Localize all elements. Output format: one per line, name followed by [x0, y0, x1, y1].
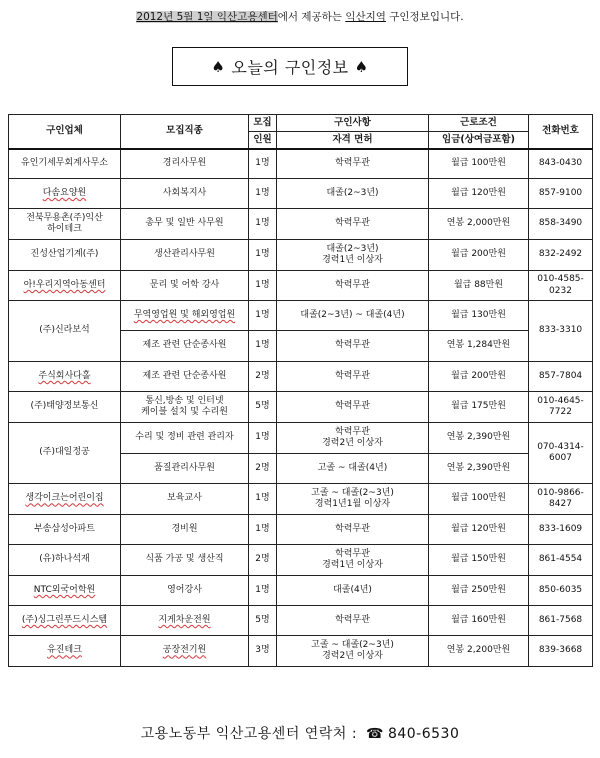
intro-mid: 에서 제공하는	[277, 11, 346, 23]
requirement-cell	[277, 636, 429, 667]
phone-cell: 843-0430	[529, 149, 593, 179]
count-cell: 3명	[249, 636, 277, 667]
requirement-cell	[277, 484, 429, 515]
requirement-line1: 학력무관	[335, 426, 370, 437]
wage-cell: 월급 130만원	[429, 301, 529, 331]
job-cell: 보육교사	[121, 484, 249, 515]
wage-cell: 월급 150만원	[429, 545, 529, 576]
company-cell: (주)태양정보통신	[9, 392, 121, 423]
job-line2: 케이블 설치 및 수리원	[141, 407, 228, 417]
footer-text: 고용노동부 익산고용센터 연락처 :	[140, 726, 362, 742]
header-count-top: 모집	[249, 115, 277, 132]
wage-cell: 월급 200만원	[429, 362, 529, 392]
count-cell: 5명	[249, 606, 277, 636]
requirement-cell: 학력무관	[277, 149, 429, 179]
company-name: 다솜요양원	[42, 187, 87, 198]
header-cond-top: 근로조건	[429, 115, 529, 132]
job-cell: 영어강사	[121, 576, 249, 606]
job-cell: 사회복지사	[121, 179, 249, 209]
wage-cell: 월급 100만원	[429, 484, 529, 515]
count-cell: 1명	[249, 576, 277, 606]
requirement-cell	[277, 545, 429, 576]
company-cell	[9, 271, 121, 301]
count-cell: 1명	[249, 331, 277, 362]
requirement-line2: 경력2년 이상자	[322, 438, 383, 448]
table-row	[9, 606, 593, 636]
company-cell: 유인기세무회계사무소	[9, 149, 121, 179]
requirement-cell: 학력무관	[277, 362, 429, 392]
company-name-line1: 전북무용촌(주)익산	[26, 212, 103, 223]
count-cell: 5명	[249, 392, 277, 423]
job-name: 지게차운전원	[158, 614, 211, 625]
job-cell	[121, 392, 249, 423]
table-row	[9, 271, 593, 301]
wage-cell: 월급 88만원	[429, 271, 529, 301]
job-cell: 경비원	[121, 515, 249, 545]
wage-cell: 월급 160만원	[429, 606, 529, 636]
job-cell: 제조 관련 단순종사원	[121, 362, 249, 392]
requirement-cell: 학력무관	[277, 515, 429, 545]
header-job: 모집직종	[121, 115, 249, 149]
count-cell: 1명	[249, 423, 277, 454]
company-name: 아!우리지역아동센터	[23, 279, 106, 290]
job-cell: 식품 가공 및 생산직	[121, 545, 249, 576]
wage-cell: 월급 120만원	[429, 179, 529, 209]
company-name-line2: 하이테크	[47, 224, 82, 234]
phone-cell: 850-6035	[529, 576, 593, 606]
phone-cell: 010-9866-8427	[529, 484, 593, 515]
company-name: NTC외국어학원	[33, 584, 96, 595]
phone-cell: 857-9100	[529, 179, 593, 209]
requirement-cell: 학력무관	[277, 271, 429, 301]
count-cell: 1명	[249, 484, 277, 515]
wage-cell: 월급 250만원	[429, 576, 529, 606]
table-row	[9, 392, 593, 423]
table-row	[9, 179, 593, 209]
phone-cell: 832-2492	[529, 240, 593, 271]
job-name: 공장전기원	[162, 645, 207, 656]
spade-icon-right: ♠	[354, 57, 369, 76]
requirement-cell: 학력무관	[277, 392, 429, 423]
header-company: 구인업체	[9, 115, 121, 149]
requirement-line1: 고졸 ~ 대졸(2~3년)	[311, 487, 394, 498]
requirement-line2: 경력2년 이상자	[322, 651, 383, 661]
job-cell: 품질관리사무원	[121, 454, 249, 484]
table-row	[9, 423, 593, 454]
company-cell: 부송삼성아파트	[9, 515, 121, 545]
company-cell: (유)하나석재	[9, 545, 121, 576]
count-cell: 2명	[249, 454, 277, 484]
phone-cell: 839-3668	[529, 636, 593, 667]
count-cell: 1명	[249, 149, 277, 179]
requirement-line2: 경력1년 이상자	[322, 255, 383, 265]
wage-cell: 연봉 2,390만원	[429, 423, 529, 454]
count-cell: 1명	[249, 209, 277, 240]
job-cell: 문리 및 어학 강사	[121, 271, 249, 301]
page-title-box	[172, 47, 408, 86]
requirement-cell: 학력무관	[277, 209, 429, 240]
table-row	[9, 545, 593, 576]
job-cell: 제조 관련 단순종사원	[121, 331, 249, 362]
table-row	[9, 576, 593, 606]
table-row	[9, 301, 593, 331]
table-row	[9, 484, 593, 515]
job-table	[8, 114, 593, 667]
table-row	[9, 209, 593, 240]
requirement-cell	[277, 240, 429, 271]
company-cell	[9, 576, 121, 606]
intro-line	[0, 9, 600, 24]
footer-contact	[0, 723, 600, 743]
company-cell	[9, 209, 121, 240]
phone-cell: 070-4314-6007	[529, 423, 593, 484]
wage-cell: 연봉 1,284만원	[429, 331, 529, 362]
phone-cell: 861-4554	[529, 545, 593, 576]
wage-cell: 연봉 2,390만원	[429, 454, 529, 484]
phone-cell: 857-7804	[529, 362, 593, 392]
company-cell	[9, 362, 121, 392]
requirement-cell: 학력무관	[277, 331, 429, 362]
header-req-bottom: 자격 면허	[277, 132, 429, 149]
footer-phone: 840-6530	[387, 726, 460, 742]
phone-cell: 861-7568	[529, 606, 593, 636]
phone-cell: 833-1609	[529, 515, 593, 545]
count-cell: 1명	[249, 271, 277, 301]
count-cell: 1명	[249, 301, 277, 331]
job-cell	[121, 636, 249, 667]
phone-cell: 858-3490	[529, 209, 593, 240]
job-cell: 생산관리사무원	[121, 240, 249, 271]
company-name: 생각이크는어린이집	[25, 493, 104, 504]
phone-cell: 010-4585-0232	[529, 271, 593, 301]
requirement-cell: 대졸(4년)	[277, 576, 429, 606]
count-cell: 2명	[249, 545, 277, 576]
header-phone: 전화번호	[529, 115, 593, 149]
requirement-line1: 고졸 ~ 대졸(2~3년)	[311, 639, 394, 650]
wage-cell: 월급 200만원	[429, 240, 529, 271]
wage-cell: 연봉 2,200만원	[429, 636, 529, 667]
spade-icon-left: ♠	[211, 57, 226, 76]
job-cell: 수리 및 정비 관련 관리자	[121, 423, 249, 454]
count-cell: 1명	[249, 179, 277, 209]
job-cell: 경리사무원	[121, 149, 249, 179]
company-name: 주식회사다홀	[38, 370, 91, 381]
table-row	[9, 636, 593, 667]
count-cell: 2명	[249, 362, 277, 392]
telephone-icon: ☎	[366, 726, 384, 742]
job-cell	[121, 301, 249, 331]
table-row	[9, 240, 593, 271]
table-row	[9, 149, 593, 179]
header-cond-bottom: 임금(상여금포함)	[429, 132, 529, 149]
company-cell	[9, 636, 121, 667]
requirement-cell: 대졸(2~3년) ~ 대졸(4년)	[277, 301, 429, 331]
requirement-line2: 경력1년 이상자	[322, 560, 383, 570]
phone-cell: 010-4645-7722	[529, 392, 593, 423]
wage-cell: 월급 175만원	[429, 392, 529, 423]
company-cell	[9, 606, 121, 636]
company-name: (주)싱그린푸드시스템	[21, 614, 108, 625]
requirement-cell: 대졸(2~3년)	[277, 179, 429, 209]
header-req-top: 구인사항	[277, 115, 429, 132]
wage-cell: 월급 120만원	[429, 515, 529, 545]
requirement-cell: 고졸 ~ 대졸(4년)	[277, 454, 429, 484]
company-cell: 진성산업기계(주)	[9, 240, 121, 271]
count-cell: 1명	[249, 515, 277, 545]
table-row	[9, 515, 593, 545]
job-cell: 총무 및 일반 사무원	[121, 209, 249, 240]
table-row	[9, 362, 593, 392]
wage-cell: 월급 100만원	[429, 149, 529, 179]
company-cell: (주)신라보석	[9, 301, 121, 362]
intro-date: 2012년 5월 1일 익산고용센터	[136, 11, 278, 23]
requirement-cell	[277, 423, 429, 454]
page-title: 오늘의 구인정보	[231, 58, 349, 77]
job-name: 무역영업원 및 해외영업원	[133, 309, 236, 320]
job-cell	[121, 606, 249, 636]
phone-cell: 833-3310	[529, 301, 593, 362]
job-line1: 통신,방송 및 인터넷	[145, 395, 224, 406]
header-count-bottom: 인원	[249, 132, 277, 149]
wage-cell: 연봉 2,000만원	[429, 209, 529, 240]
requirement-line1: 대졸(2~3년)	[326, 243, 379, 254]
company-cell: (주)대일정공	[9, 423, 121, 484]
intro-tail: 구인정보입니다.	[385, 11, 464, 23]
count-cell: 1명	[249, 240, 277, 271]
company-name: 유진테크	[47, 645, 82, 656]
requirement-line1: 학력무관	[335, 548, 370, 559]
company-cell	[9, 484, 121, 515]
intro-region: 익산지역	[345, 11, 386, 23]
requirement-line2: 경력1년1월 이상자	[314, 499, 391, 509]
company-cell	[9, 179, 121, 209]
requirement-cell: 학력무관	[277, 606, 429, 636]
